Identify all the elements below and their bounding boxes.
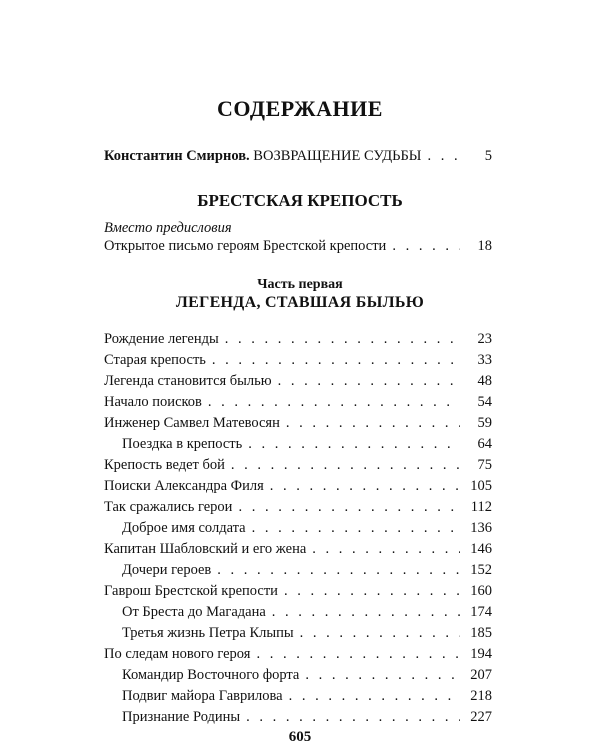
toc-entry-page: 5 [484, 148, 492, 164]
page-number: 605 [288, 729, 312, 745]
toc-entry-indented[interactable] [122, 709, 492, 726]
toc-entry-title [104, 148, 421, 165]
toc-entry-title: По следам нового героя [104, 646, 251, 662]
dot-leader [305, 667, 460, 684]
toc-entry-page: 136 [470, 520, 492, 536]
toc-entry-page: 174 [470, 604, 492, 620]
dot-leader [208, 394, 460, 411]
dot-leader [284, 583, 460, 600]
toc-entry-page: 48 [477, 373, 492, 389]
toc-entry-page: 64 [477, 436, 492, 452]
dot-leader [256, 646, 460, 663]
toc-entry[interactable] [104, 457, 492, 474]
toc-entry-page: 105 [470, 478, 492, 494]
toc-entry-page: 194 [470, 646, 492, 662]
dot-leader [427, 148, 460, 165]
dot-leader [246, 709, 460, 726]
toc-entry-title: Подвиг майора Гаврилова [122, 688, 283, 704]
toc-entry-title: Признание Родины [122, 709, 241, 725]
toc-entry-title: Третья жизнь Петра Клыпы [122, 625, 294, 641]
toc-entry-title: Доброе имя солдата [122, 520, 246, 536]
toc-entry-title: Старая крепость [104, 352, 206, 368]
toc-entry-page: 218 [470, 688, 492, 704]
toc-entry-page: 227 [470, 709, 492, 725]
toc-entry-title: Гаврош Брестской крепости [104, 583, 278, 599]
dot-leader [312, 541, 460, 558]
toc-entry-title-text: ВОЗВРАЩЕНИЕ СУДЬБЫ [253, 148, 422, 164]
toc-entry-title: Легенда становится былью [104, 373, 272, 389]
toc-entry-page: 75 [477, 457, 492, 473]
toc-entry[interactable] [104, 352, 492, 369]
toc-entry-page: 33 [477, 352, 492, 368]
toc-entry-indented[interactable] [122, 604, 492, 621]
dot-leader [248, 436, 460, 453]
toc-entry-title: Так сражались герои [104, 499, 233, 515]
toc-entry-preface[interactable] [104, 238, 492, 255]
toc-entry-title: Открытое письмо героям Брестской крепости [104, 238, 387, 254]
toc-entry-intro[interactable] [104, 148, 492, 165]
toc-entry-title: Рождение легенды [104, 331, 219, 347]
toc-entry-indented[interactable] [122, 625, 492, 642]
dot-leader [272, 604, 460, 621]
dot-leader [300, 625, 460, 642]
toc-entry-indented[interactable] [122, 688, 492, 705]
toc-entry-page: 152 [470, 562, 492, 578]
part-title: ЛЕГЕНДА, СТАВШАЯ БЫЛЬЮ [175, 294, 425, 311]
toc-entry-indented[interactable] [122, 520, 492, 537]
dot-leader [252, 520, 460, 537]
toc-entry[interactable] [104, 373, 492, 390]
toc-entry-page: 112 [470, 499, 492, 515]
toc-entry-title: Командир Восточного форта [122, 667, 300, 683]
dot-leader [217, 562, 460, 579]
toc-entry-page: 59 [477, 415, 492, 431]
toc-entry-title: Инженер Самвел Матевосян [104, 415, 280, 431]
toc-entry[interactable] [104, 646, 492, 663]
toc-entry-page: 54 [477, 394, 492, 410]
toc-entry-page: 207 [470, 667, 492, 683]
toc-entry-title: Крепость ведет бой [104, 457, 225, 473]
dot-leader [392, 238, 460, 255]
toc-entry-title: От Бреста до Магадана [122, 604, 266, 620]
dot-leader [238, 499, 460, 516]
contents-heading: СОДЕРЖАНИЕ [217, 96, 383, 121]
dot-leader [212, 352, 460, 369]
toc-entry-title: Капитан Шабловский и его жена [104, 541, 307, 557]
toc-entry[interactable] [104, 499, 492, 516]
dot-leader [289, 688, 460, 705]
toc-entry-page: 185 [470, 625, 492, 641]
toc-entry[interactable] [104, 478, 492, 495]
dot-leader [270, 478, 460, 495]
toc-entry-page: 23 [477, 331, 492, 347]
toc-entry-title: Поиски Александра Филя [104, 478, 264, 494]
toc-entry-title: Начало поисков [104, 394, 202, 410]
toc-entry[interactable] [104, 583, 492, 600]
dot-leader [225, 331, 460, 348]
toc-entry[interactable] [104, 541, 492, 558]
toc-entry[interactable] [104, 415, 492, 432]
part-label: Часть первая [257, 277, 343, 292]
toc-entry-page: 146 [470, 541, 492, 557]
toc-entry[interactable] [104, 394, 492, 411]
toc-entry-title: Поездка в крепость [122, 436, 243, 452]
toc-entry-page: 160 [470, 583, 492, 599]
toc-entry-indented[interactable] [122, 436, 492, 453]
toc-entry-indented[interactable] [122, 562, 492, 579]
toc-entry-indented[interactable] [122, 667, 492, 684]
dot-leader [278, 373, 460, 390]
dot-leader [231, 457, 460, 474]
toc-entry-author: Константин Смирнов. [104, 148, 250, 164]
toc-entry-page: 18 [477, 238, 492, 254]
toc-entry[interactable] [104, 331, 492, 348]
section-title: БРЕСТСКАЯ КРЕПОСТЬ [197, 191, 403, 210]
dot-leader [286, 415, 460, 432]
toc-entry-title: Дочери героев [122, 562, 212, 578]
preface-label: Вместо предисловия [104, 220, 232, 236]
